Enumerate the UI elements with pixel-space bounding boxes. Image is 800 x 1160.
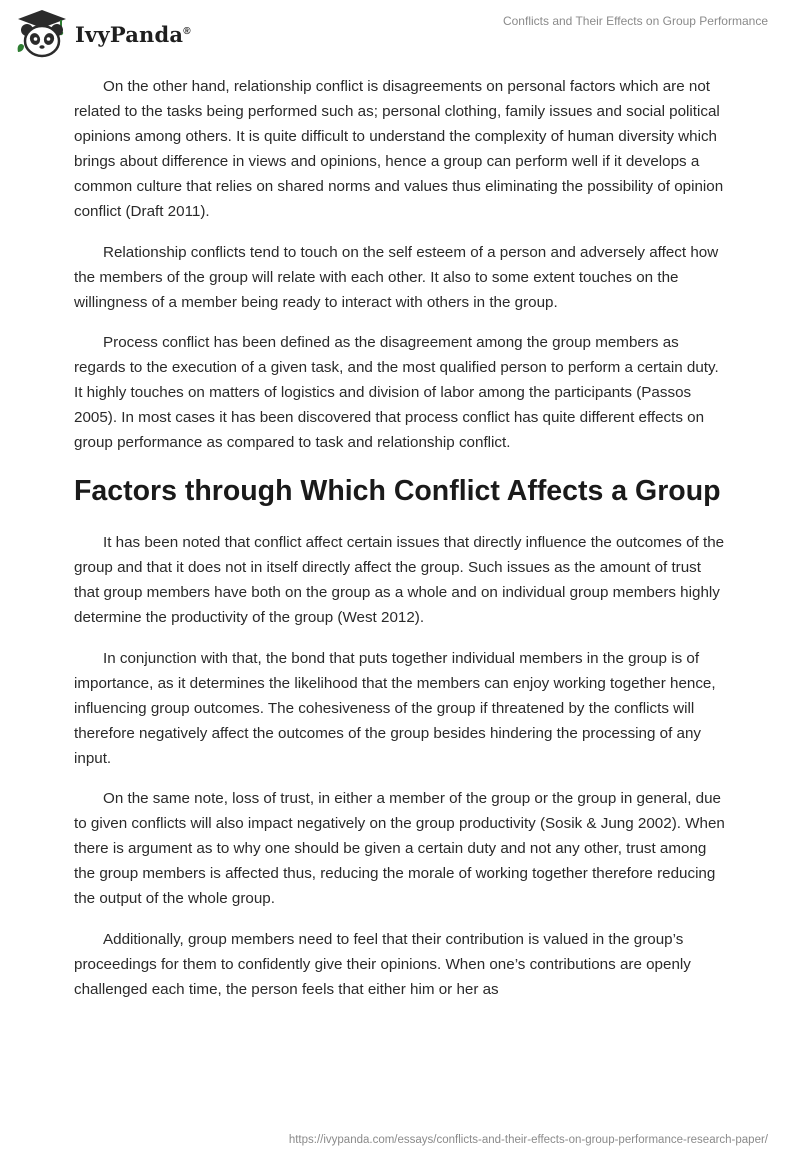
page-header — [0, 0, 800, 70]
panda-graduate-icon — [14, 8, 70, 60]
paragraph: It has been noted that conflict affect certain issues that directly influence the outcomes of the group and that it does not in itself directly affect the group. Such issues as the amount of trust that group members have both on the group as a whole and on individual group members highly determine the productivity of the group (West 2012). — [74, 534, 725, 626]
paragraph: On the other hand, relationship conflict is disagreements on personal factors which are not related to the tasks being performed such as; personal clothing, family issues and social political opinions among others. It is quite difficult to understand the complexity of human diversity which brings about difference in views and opinions, hence a group can perform well if it develops a common culture that relies on shared norms and values thus eliminating the possibility of opinion conflict (Draft 2011). — [74, 78, 724, 220]
logo-wordmark: IvyPanda® — [75, 21, 191, 47]
ivypanda-logo[interactable] — [14, 8, 191, 60]
running-title: Conflicts and Their Effects on Group Performance — [502, 14, 768, 28]
paragraph: Process conflict has been defined as the disagreement among the group members as regards to the execution of a given task, and the most qualified person to perform a certain duty. It highly touches on matters of logistics and division of labor among the participants (Passos 2005). In most cases it has been discovered that process conflict has quite different effects on group performance as compared to task and relationship conflict. — [74, 334, 719, 451]
section-heading: Factors through Which Conflict Affects a Group — [74, 475, 721, 507]
essay-content — [74, 74, 726, 1017]
source-url[interactable]: https://ivypanda.com/essays/conflicts-and-their-effects-on-group-performance-research-paper/ — [288, 1134, 768, 1146]
paragraph: Relationship conflicts tend to touch on the self esteem of a person and adversely affect how the members of the group will relate with each other. It also to some extent touches on the willingness of a member being ready to interact with others in the group. — [74, 243, 719, 311]
paragraph: On the same note, loss of trust, in either a member of the group or the group in general, due to given conflicts will also impact negatively on the group productivity (Sosik & Jung 2002). When there is argument as to why one should be given a certain duty and not any other, trust among the group members is affected thus, reducing the morale of working together therefore reducing the output of the whole group. — [74, 790, 725, 907]
paragraph: In conjunction with that, the bond that puts together individual members in the group is of importance, as it determines the likelihood that the members can enjoy working together hence, influencing group outcomes. The cohesiveness of the group if threatened by the conflicts will therefore negatively affect the outcomes of the group besides hindering the processing of any input. — [74, 649, 716, 767]
paragraph: Additionally, group members need to feel that their contribution is valued in the group’s proceedings for them to confidently give their opinions. When one’s contributions are openly challenged each time, the person feels that either him or her as — [74, 930, 691, 998]
